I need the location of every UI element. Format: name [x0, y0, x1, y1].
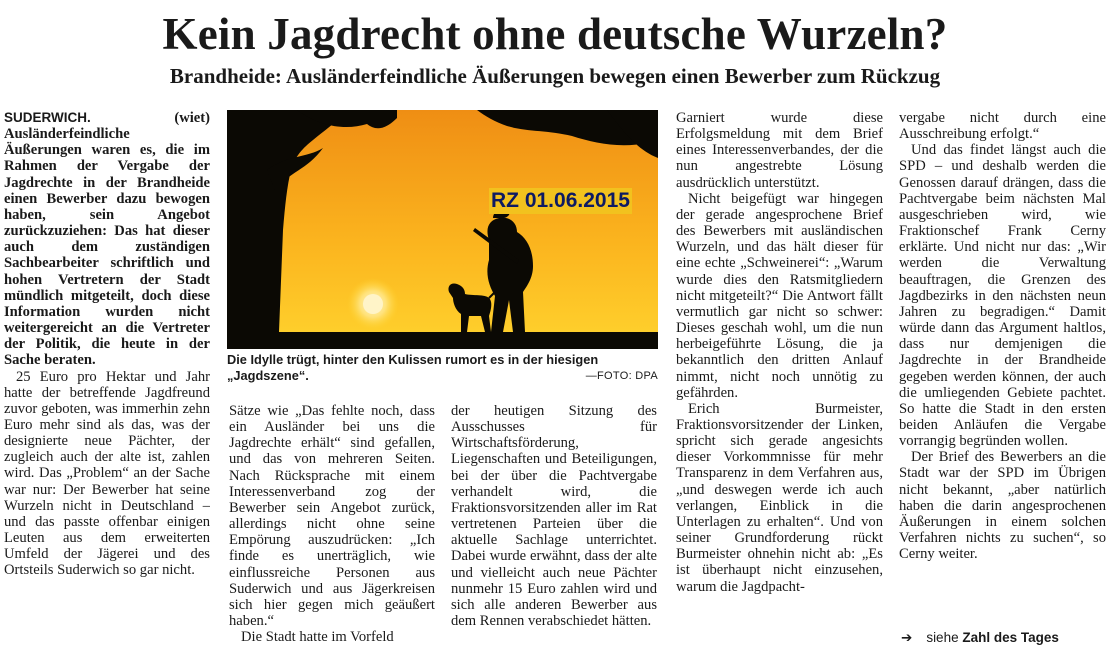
dateline: SUDERWICH.: [4, 110, 91, 125]
lead-paragraph: [4, 110, 210, 369]
article-column-4: [676, 110, 883, 654]
body-paragraph: Sätze wie „Das fehlte noch, dass ein Ausländer bei uns die Jagdrechte erhält“ sind gefallen, und das von mehreren Seiten. Nach Rücksprache mit einem Interessenverband zog der Bewerber sein Angebot zurück, allerdings nicht ohne seine Empörung auszudrücken: „Ich finde es unerträglich, wie einflussreiche Personen aus Suderwich und aus Jägerkreisen sich hier gegen mich geäußert haben.“: [229, 403, 435, 630]
article-column-3: [451, 403, 657, 653]
body-paragraph: 25 Euro pro Hektar und Jahr hatte der betreffende Jagdfreund zuvor geboten, was immerhin zehn Euro mehr sind als das, was der designierte neue Pächter, der zugleich auch der alte ist, zahlen wird. Das „Problem“ an der Sache war nur: Der Bewerber hat seine Wurzeln nicht in Deutschland – und das passte offenbar einigen Leuten aus dem erweiterten Umfeld der Jägerei und des Ortsteils Suderwich so gar nicht.: [4, 368, 210, 579]
body-paragraph: Der Brief des Bewerbers an die Stadt war der SPD im Übrigen nicht bekannt, „aber natürlich haben die darin angesprochenen Äußerungen in einem solchen Verfahren nichts zu suchen“, so Cerny weiter.: [899, 449, 1106, 563]
body-paragraph: Die Stadt hatte im Vorfeld: [241, 629, 394, 646]
body-paragraph: Nicht beigefügt war hingegen der gerade angesprochene Brief des Bewerbers mit ausländischen Wurzeln, und das hält dieser für eine echte „Schweinerei“: „Warum wurde dies den Ratsmitgliedern nicht mitgeteilt?“ Die Antwort fällt vermutlich gar nicht so schwer: Dieses geschah wohl, um die nun herbeigeführte Lösung, die ja bekanntlich den dritten Anlauf nimmt, nicht noch unnötig zu gefährden.: [676, 190, 883, 401]
lead-text: (wiet) Ausländerfeindliche Äußerungen waren es, die im Rahmen der Vergabe der Jagdrechte in der Brandheide einen Bewerber dazu bewogen haben, sein Angebot zurückzuziehen: Das hat dieser auch dem zuständigen Sachbearbeiter schriftlich und hohen Vertretern der Stadt mündlich mitgeteilt, doch diese Information wurden nicht weitergereicht an die Vertreter der Politik, die heute in der Sache beraten.: [4, 110, 210, 369]
sunset-hunter-silhouette-image: [227, 110, 658, 349]
article-column-5: [899, 110, 1106, 622]
arrow-right-icon: ➔: [901, 630, 913, 645]
body-paragraph: vergabe nicht durch eine Ausschreibung erfolgt.“: [899, 110, 1106, 143]
article-column-2: [229, 403, 435, 653]
body-paragraph: Erich Burmeister, Fraktionsvorsitzender der Linken, spricht sich gerade angesichts dieser Vorkommnisse für mehr Transparenz in dem Verfahren aus, „und deswegen werde ich auch verlangen, Einblick in die Unterlagen zu erhalten“. Und von seiner Grundforderung rückt Burmeister ohnehin nicht ab: „Es ist überhaupt nicht einzusehen, warum die Jagdpacht-: [676, 400, 883, 595]
article-column-1: [4, 110, 210, 654]
body-paragraph: der heutigen Sitzung des Ausschusses für Wirtschaftsförderung, Liegenschaften und Beteiligungen, bei der über die Pachtvergabe verhandelt wird, die Fraktionsvorsitzenden aller im Rat vertretenen Parteien über die aktuelle Sachlage unterrichtet. Dabei wurde erwähnt, dass der alte und vielleicht auch neue Pächter nunmehr 15 Euro zahlen wird und sich alle anderen Bewerber aus dem Rennen verabschiedet hätten.: [451, 403, 657, 630]
archive-date-stamp: RZ 01.06.2015: [491, 189, 630, 212]
caption-text: Die Idylle trügt, hinter den Kulissen rumort es in der hiesigen „Jagdszene“.: [227, 352, 599, 383]
body-paragraph: Und das findet längst auch die SPD – und deshalb werden die Genossen darauf drängen, dass die Pachtvergabe beim nächsten Mal ausgeschrieben wird, wie Fraktionschef Frank Cerny erklärte. Und nicht nur das: „Wir werden die Verwaltung beauftragen, die Grenzen des Jagdbezirks in den nächsten neun Jahren zu begradigen.“ Damit würde dann das Argument haltlos, dass nur demjenigen die Jagdrechte in der Brandheide gegeben werden können, der auch die umliegenden Gebiete pachtet. So hatte die Stadt in den ersten beiden Anläufen die Vergabe vorrangig begründen wollen.: [899, 142, 1106, 450]
headline: Kein Jagdrecht ohne deutsche Wurzeln?: [162, 9, 948, 59]
see-also-prefix: siehe: [926, 630, 959, 645]
body-paragraph: Garniert wurde diese Erfolgsmeldung mit dem Brief eines Interessenverbandes, der die nun angestrebte Lösung ausdrücklich unterstützt.: [676, 110, 883, 191]
photo-credit: —FOTO: DPA: [585, 370, 658, 382]
hunting-photo: [227, 110, 658, 349]
see-also-reference: [901, 630, 1059, 646]
subheadline: Brandheide: Ausländerfeindliche Äußerungen bewegen einen Bewerber zum Rückzug: [169, 64, 941, 88]
photo-caption: [227, 352, 658, 384]
see-also-target: Zahl des Tages: [962, 630, 1059, 645]
